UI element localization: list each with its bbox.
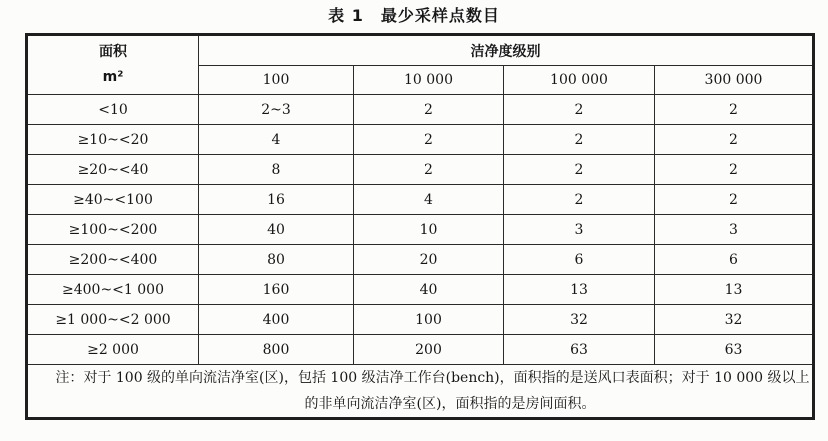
table-row: [27, 155, 814, 185]
table-row: [27, 95, 814, 125]
area-cell: ≥1 000~<2 000: [27, 305, 199, 335]
value-cell: 13: [655, 275, 814, 305]
value-cell: 20: [354, 245, 504, 275]
value-cell: 2: [354, 155, 504, 185]
table-title: 表 1 最少采样点数目: [328, 6, 500, 25]
value-cell: 6: [504, 245, 655, 275]
value-cell: 160: [199, 275, 354, 305]
value-cell: 3: [504, 215, 655, 245]
value-cell: 63: [655, 335, 814, 365]
class-10000-header: 10 000: [354, 66, 504, 95]
value-cell: 200: [354, 335, 504, 365]
value-cell: 2~3: [199, 95, 354, 125]
table-row: [27, 125, 814, 155]
area-cell: ≥10~<20: [27, 125, 199, 155]
area-cell: ≥100~<200: [27, 215, 199, 245]
area-unit: m²: [102, 69, 124, 85]
table-note: [28, 365, 812, 417]
area-cell: ≥20~<40: [27, 155, 199, 185]
class-100000-header: 100 000: [504, 66, 655, 95]
value-cell: 4: [354, 185, 504, 215]
area-cell: ≥2 000: [27, 335, 199, 365]
sampling-points-table: [25, 33, 815, 420]
area-cell: <10: [27, 95, 199, 125]
value-cell: 80: [199, 245, 354, 275]
area-cell: ≥400~<1 000: [27, 275, 199, 305]
value-cell: 2: [354, 95, 504, 125]
value-cell: 40: [199, 215, 354, 245]
value-cell: 3: [655, 215, 814, 245]
area-cell: ≥200~<400: [27, 245, 199, 275]
class-300000-header: 300 000: [655, 66, 814, 95]
note-cell: [27, 365, 814, 419]
area-cell: ≥40~<100: [27, 185, 199, 215]
value-cell: 2: [655, 125, 814, 155]
note-text: 对于 100 级的单向流洁净室(区)，包括 100 级洁净工作台(bench)，面积指的是送风口表面积；对于 10 000 级以上的非单向流洁净室(区)，面积指的是房间面积。: [83, 370, 810, 412]
value-cell: 13: [504, 275, 655, 305]
table-row: [27, 275, 814, 305]
table-row: [27, 215, 814, 245]
value-cell: 2: [504, 185, 655, 215]
value-cell: 4: [199, 125, 354, 155]
value-cell: 400: [199, 305, 354, 335]
value-cell: 32: [504, 305, 655, 335]
value-cell: 2: [504, 95, 655, 125]
table-row: [27, 335, 814, 365]
value-cell: 10: [354, 215, 504, 245]
value-cell: 2: [354, 125, 504, 155]
value-cell: 2: [655, 155, 814, 185]
value-cell: 32: [655, 305, 814, 335]
value-cell: 100: [354, 305, 504, 335]
value-cell: 800: [199, 335, 354, 365]
value-cell: 40: [354, 275, 504, 305]
value-cell: 6: [655, 245, 814, 275]
note-row: [27, 365, 814, 419]
note-label: 注：: [55, 370, 84, 386]
area-header-cell: [27, 35, 199, 95]
value-cell: 2: [504, 155, 655, 185]
value-cell: 2: [504, 125, 655, 155]
value-cell: 2: [655, 95, 814, 125]
area-label: 面积: [99, 43, 127, 60]
header-row-1: [27, 35, 814, 66]
value-cell: 63: [504, 335, 655, 365]
table-row: [27, 185, 814, 215]
table-row: [27, 245, 814, 275]
table-row: [27, 305, 814, 335]
value-cell: 16: [199, 185, 354, 215]
cleanliness-class-header: 洁净度级别: [199, 35, 814, 66]
value-cell: 2: [655, 185, 814, 215]
class-100-header: 100: [199, 66, 354, 95]
value-cell: 8: [199, 155, 354, 185]
